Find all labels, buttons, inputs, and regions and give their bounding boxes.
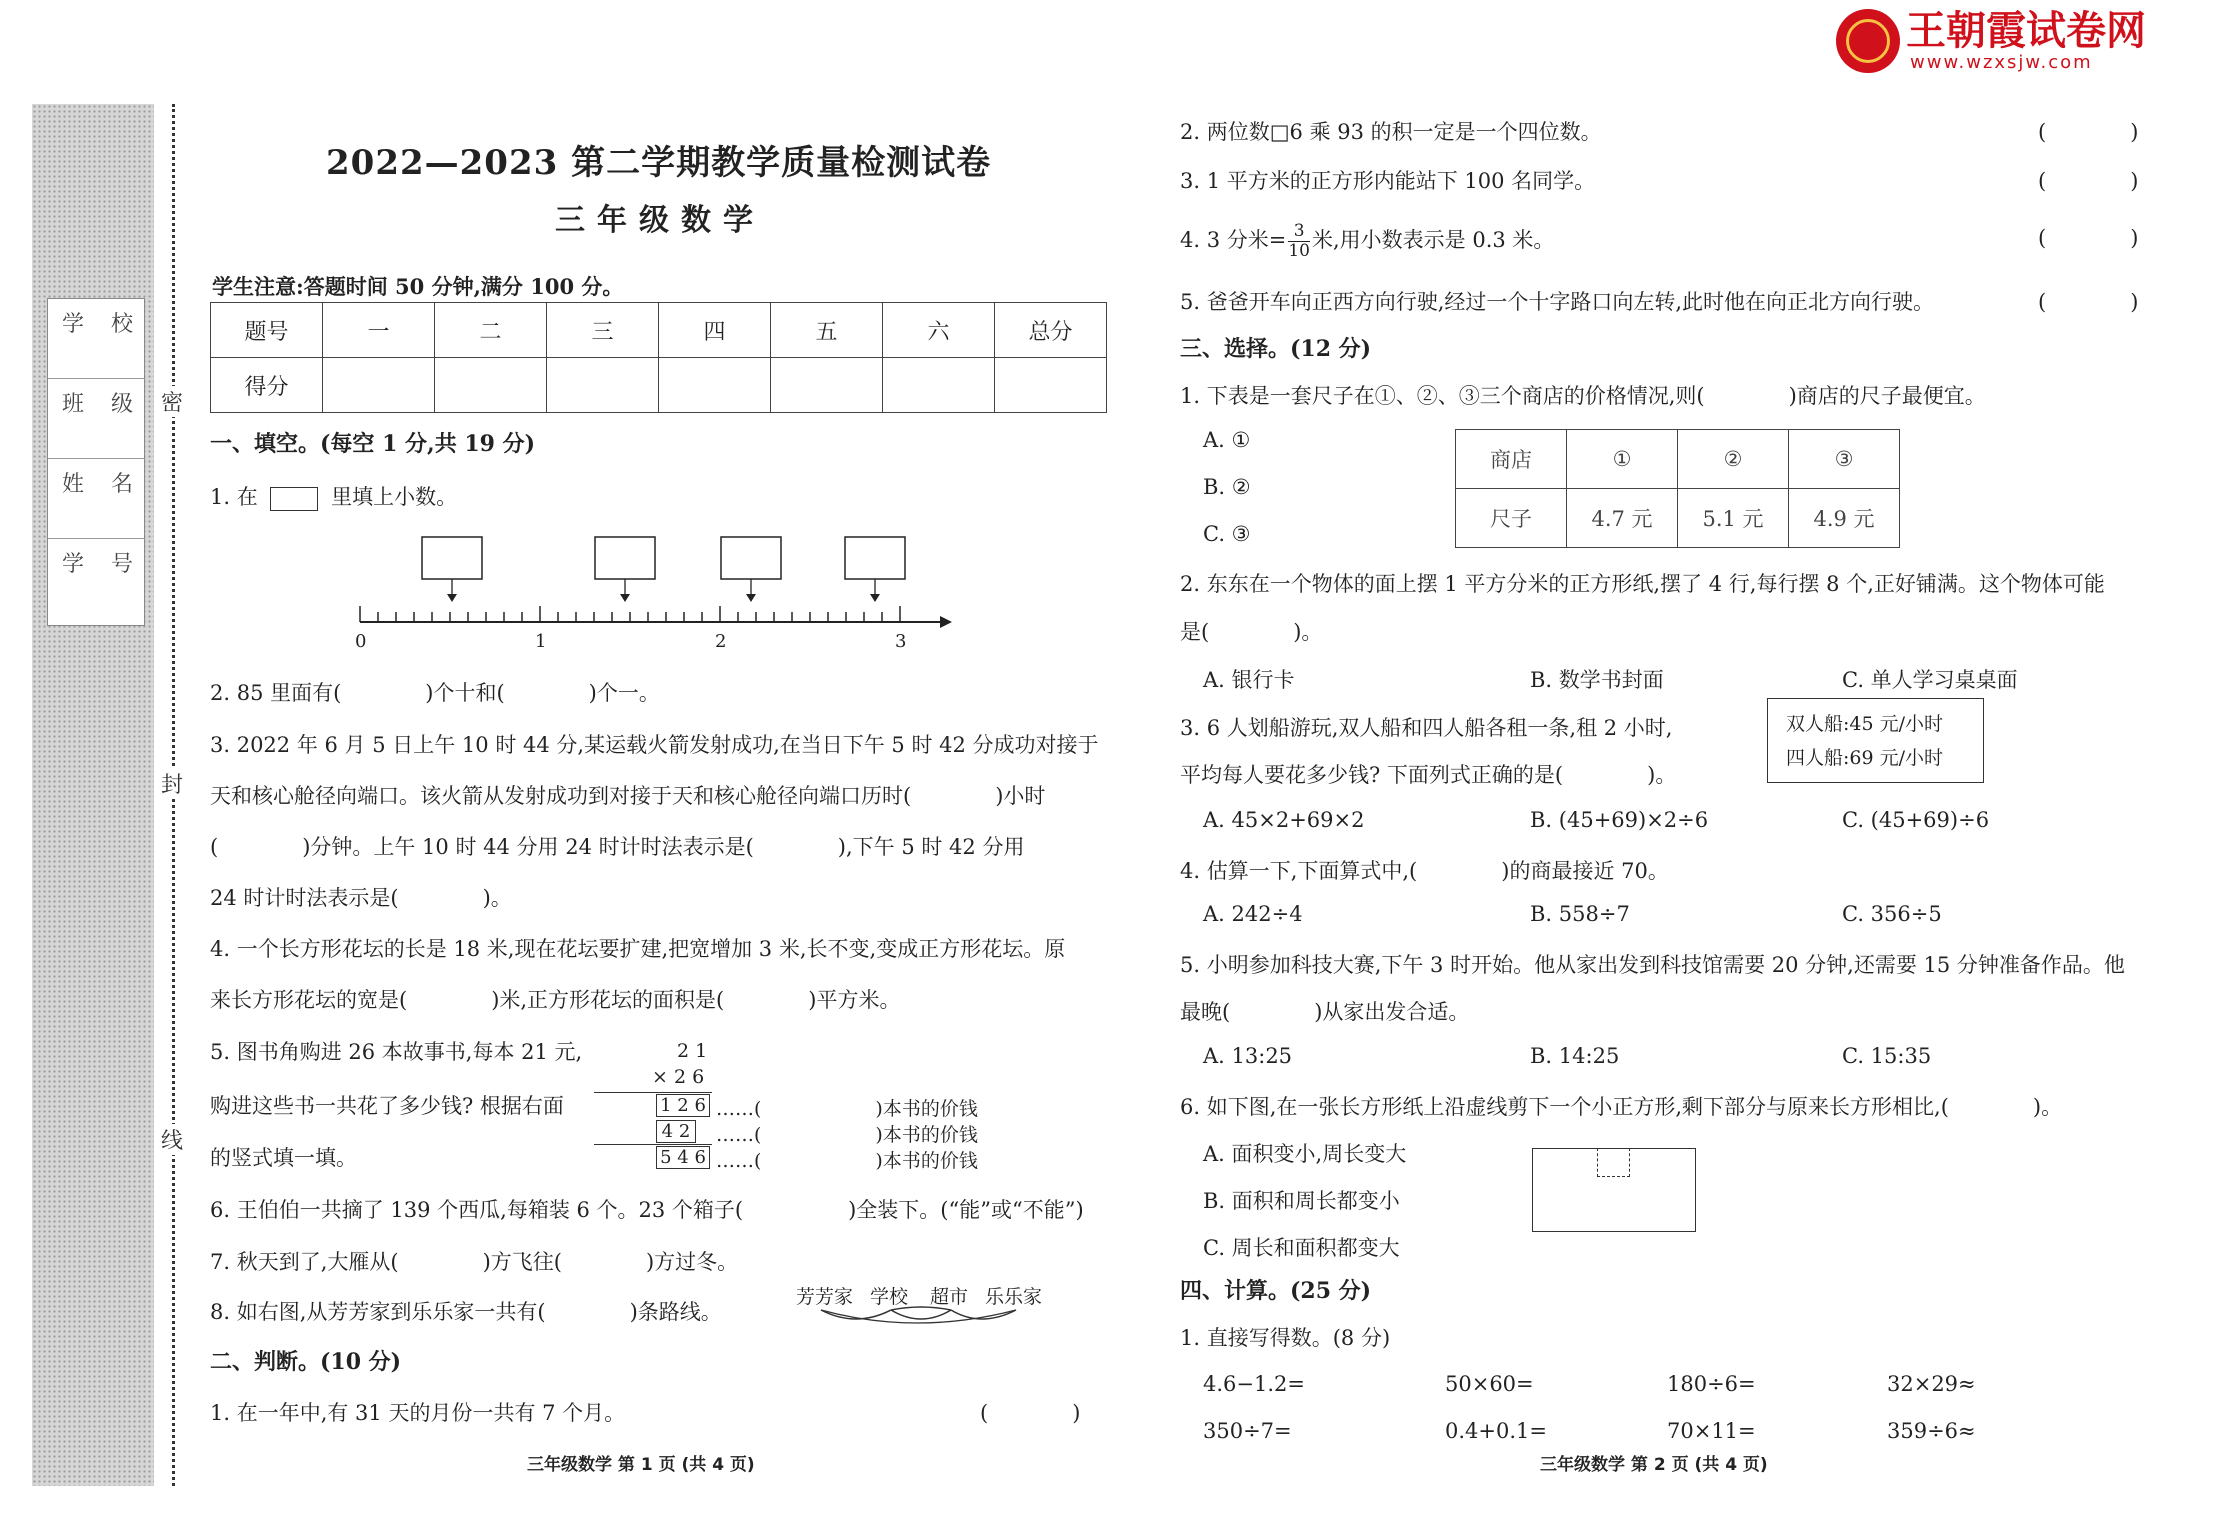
option[interactable]: B. ②: [1203, 475, 1251, 499]
calc-item: 0.4+0.1=: [1445, 1419, 1547, 1443]
choice-5-line: 5. 小明参加科技大赛,下午 3 时开始。他从家出发到科技馆需要 20 分钟,还需要 15 分钟准备作品。他: [1180, 953, 2125, 977]
calc-rule: [594, 1092, 712, 1093]
option[interactable]: C. ③: [1203, 522, 1251, 546]
exam-notice: 学生注意:答题时间 50 分钟,满分 100 分。: [212, 274, 624, 299]
section-heading-2: 二、判断。(10 分): [210, 1349, 402, 1375]
question-1-3-line: 24 时计时法表示是( )。: [210, 886, 512, 910]
section-heading-4: 四、计算。(25 分): [1180, 1278, 1372, 1304]
score-header: 五: [771, 303, 883, 358]
calc-item: 70×11=: [1667, 1419, 1756, 1443]
option[interactable]: C. 周长和面积都变大: [1203, 1236, 1400, 1260]
fraction-den: 10: [1288, 241, 1310, 261]
calc-item: 359÷6≈: [1887, 1419, 1976, 1443]
price-header: 商店: [1456, 430, 1567, 489]
score-header: 题号: [211, 303, 323, 358]
calc-item: 32×29≈: [1887, 1372, 1976, 1396]
choice-5-line: 最晚( )从家出发合适。: [1180, 1000, 1470, 1024]
question-1-5-line: 5. 图书角购进 26 本故事书,每本 21 元,: [210, 1040, 583, 1064]
option[interactable]: A. ①: [1203, 428, 1251, 452]
judge-4: [1180, 222, 1554, 261]
calc-row: 5 4 6: [656, 1146, 710, 1169]
info-field[interactable]: [48, 379, 144, 459]
choice-3-line: 平均每人要花多少钱? 下面列式正确的是( )。: [1180, 763, 1677, 787]
option[interactable]: C. 单人学习桌桌面: [1842, 668, 2018, 692]
boat-price: 双人船:45 元/小时: [1786, 713, 1944, 735]
q-text: 1. 在: [210, 485, 258, 509]
question-1-3-line: 3. 2022 年 6 月 5 日上午 10 时 44 分,某运载火箭发射成功,在当日下午 5 时 42 分成功对接于: [210, 733, 1099, 757]
fraction-num: 3: [1288, 222, 1310, 242]
score-cell[interactable]: [547, 358, 659, 413]
q-text: 4. 3 分米=: [1180, 228, 1287, 252]
option[interactable]: C. 15:35: [1842, 1044, 1932, 1068]
option[interactable]: C. 356÷5: [1842, 902, 1942, 926]
page-footer: 三年级数学 第 2 页 (共 4 页): [1540, 1455, 1768, 1475]
choice-1: 1. 下表是一套尺子在①、②、③三个商店的价格情况,则( )商店的尺子最便宜。: [1180, 384, 1986, 408]
answer-box[interactable]: [595, 537, 655, 579]
seal-char: 密: [161, 386, 183, 417]
calc-item: 4.6−1.2=: [1203, 1372, 1305, 1396]
question-1-4-line: 来长方形花坛的宽是( )米,正方形花坛的面积是( )平方米。: [210, 988, 901, 1012]
calc-rule: [594, 1144, 712, 1145]
answer-box-sample: [270, 487, 318, 511]
brand-seal-icon: [1836, 9, 1900, 73]
question-1-7: 7. 秋天到了,大雁从( )方飞往( )方过冬。: [210, 1250, 739, 1274]
brand-logo: [1836, 8, 2146, 74]
section-heading-1: 一、填空。(每空 1 分,共 19 分): [210, 431, 536, 457]
boat-price: 四人船:69 元/小时: [1786, 747, 1944, 769]
info-label-school: 学 校: [62, 312, 143, 337]
score-header: 二: [435, 303, 547, 358]
q-text: 里填上小数。: [331, 485, 458, 509]
calc-item: 350÷7=: [1203, 1419, 1292, 1443]
option[interactable]: B. 面积和周长都变小: [1203, 1189, 1400, 1213]
calc-item: 50×60=: [1445, 1372, 1534, 1396]
question-1-4-line: 4. 一个长方形花坛的长是 18 米,现在花坛要扩建,把宽增加 3 米,长不变,变成正方形花坛。原: [210, 937, 1066, 961]
price-header: ①: [1567, 430, 1678, 489]
choice-2-line: 2. 东东在一个物体的面上摆 1 平方分米的正方形纸,摆了 4 行,每行摆 8 个,正好铺满。这个物体可能: [1180, 572, 2105, 596]
info-field[interactable]: [48, 299, 144, 379]
student-info-box: [47, 298, 145, 626]
question-1-5-line: 购进这些书一共花了多少钱? 根据右面: [210, 1094, 564, 1118]
price-header: ②: [1678, 430, 1789, 489]
judge-answer[interactable]: ( ): [2038, 290, 2139, 314]
seal-char: 线: [161, 1124, 183, 1155]
place-label: 芳芳家: [796, 1286, 854, 1308]
judge-answer[interactable]: ( ): [2038, 169, 2139, 193]
question-1-8: 8. 如右图,从芳芳家到乐乐家一共有( )条路线。: [210, 1300, 722, 1324]
option[interactable]: A. 13:25: [1203, 1044, 1293, 1068]
answer-box[interactable]: [845, 537, 905, 579]
place-label: 超市: [930, 1286, 969, 1308]
answer-box[interactable]: [721, 537, 781, 579]
choice-6: 6. 如下图,在一张长方形纸上沿虚线剪下一个小正方形,剩下部分与原来长方形相比,( )。: [1180, 1095, 2063, 1119]
fraction: [1288, 222, 1310, 261]
option[interactable]: A. 面积变小,周长变大: [1203, 1142, 1407, 1166]
score-header: 六: [883, 303, 995, 358]
price-cell: 尺子: [1456, 489, 1567, 548]
option[interactable]: B. (45+69)×2÷6: [1530, 808, 1709, 832]
question-1-3-line: 天和核心舱径向端口。该火箭从发射成功到对接于天和核心舱径向端口历时( )小时: [210, 784, 1046, 808]
score-cell[interactable]: [771, 358, 883, 413]
option[interactable]: B. 数学书封面: [1530, 668, 1664, 692]
tick-label: 2: [715, 631, 727, 652]
judge-answer[interactable]: ( ): [2038, 120, 2139, 144]
price-cell: 5.1 元: [1678, 489, 1789, 548]
choice-2-line: 是( )。: [1180, 620, 1323, 644]
seal-char: 封: [161, 768, 183, 799]
calc-row: 4 2: [656, 1120, 696, 1143]
q-text: 米,用小数表示是 0.3 米。: [1311, 228, 1555, 252]
question-1-3-line: ( )分钟。上午 10 时 44 分用 24 时计时法表示是( ),下午 5 时 42 分用: [210, 835, 1025, 859]
cut-square: [1597, 1148, 1630, 1177]
place-label: 学校: [870, 1286, 909, 1308]
score-cell[interactable]: [995, 358, 1107, 413]
question-1-2: 2. 85 里面有( )个十和( )个一。: [210, 681, 660, 705]
judge-1: 1. 在一年中,有 31 天的月份一共有 7 个月。: [210, 1401, 626, 1425]
calc-multiplier: × 2 6: [652, 1066, 705, 1088]
score-cell[interactable]: [659, 358, 771, 413]
choice-3-line: 3. 6 人划船游玩,双人船和四人船各租一条,租 2 小时,: [1180, 716, 1673, 740]
score-header: 三: [547, 303, 659, 358]
option[interactable]: C. (45+69)÷6: [1842, 808, 1990, 832]
score-row-label: 得分: [211, 358, 323, 413]
score-header: 一: [323, 303, 435, 358]
section-heading-3: 三、选择。(12 分): [1180, 336, 1372, 362]
score-cell[interactable]: [435, 358, 547, 413]
judge-2: 2. 两位数□6 乘 93 的积一定是一个四位数。: [1180, 120, 1602, 144]
price-cell: 4.9 元: [1789, 489, 1900, 548]
option[interactable]: A. 银行卡: [1203, 668, 1295, 692]
calc-subheading: 1. 直接写得数。(8 分): [1180, 1326, 1391, 1350]
info-label-class: 班 级: [62, 392, 143, 417]
score-cell[interactable]: [323, 358, 435, 413]
price-header: ③: [1789, 430, 1900, 489]
calc-note: ……( )本书的价钱: [716, 1098, 978, 1120]
brand-name: 王朝霞试卷网: [1906, 7, 2146, 54]
info-label-id: 学 号: [62, 552, 143, 577]
calc-row: 1 2 6: [656, 1094, 710, 1117]
tick-label: 3: [895, 631, 907, 652]
exam-title: 2022—2023 第二学期教学质量检测试卷: [326, 143, 992, 183]
info-field[interactable]: [48, 459, 144, 539]
brand-url: www.wzxsjw.com: [1910, 51, 2093, 73]
question-1-6: 6. 王伯伯一共摘了 139 个西瓜,每箱装 6 个。23 个箱子( )全装下。(“能”或“不能”): [210, 1198, 1084, 1222]
place-label: 乐乐家: [985, 1286, 1043, 1308]
tick-label: 1: [535, 631, 547, 652]
price-cell: 4.7 元: [1567, 489, 1678, 548]
page-footer: 三年级数学 第 1 页 (共 4 页): [527, 1455, 755, 1475]
calc-note: ……( )本书的价钱: [716, 1150, 978, 1172]
exam-subtitle: 三年级数学: [555, 203, 765, 238]
option[interactable]: B. 14:25: [1530, 1044, 1620, 1068]
question-1-1: [210, 481, 457, 511]
number-line: [340, 532, 960, 652]
info-label-name: 姓 名: [62, 472, 143, 497]
price-table: [1455, 429, 1900, 548]
info-field[interactable]: [48, 539, 144, 619]
score-header: 四: [659, 303, 771, 358]
boat-price-box: [1767, 698, 1984, 783]
calc-note: ……( )本书的价钱: [716, 1124, 978, 1146]
option[interactable]: B. 558÷7: [1530, 902, 1630, 926]
calc-top: 2 1: [677, 1040, 708, 1062]
score-header: 总分: [995, 303, 1107, 358]
choice-4: 4. 估算一下,下面算式中,( )的商最接近 70。: [1180, 859, 1669, 883]
rectangle-figure: [1532, 1148, 1696, 1232]
calc-item: 180÷6=: [1667, 1372, 1756, 1396]
question-1-5-line: 的竖式填一填。: [210, 1146, 357, 1170]
score-cell[interactable]: [883, 358, 995, 413]
option[interactable]: A. 242÷4: [1203, 902, 1303, 926]
route-arcs: [816, 1306, 1036, 1332]
option[interactable]: A. 45×2+69×2: [1203, 808, 1365, 832]
judge-5: 5. 爸爸开车向正西方向行驶,经过一个十字路口向左转,此时他在向正北方向行驶。: [1180, 290, 1935, 314]
answer-box[interactable]: [422, 537, 482, 579]
score-table: [210, 302, 1107, 413]
judge-3: 3. 1 平方米的正方形内能站下 100 名同学。: [1180, 169, 1596, 193]
judge-answer[interactable]: ( ): [2038, 226, 2139, 250]
tick-label: 0: [355, 631, 367, 652]
judge-answer[interactable]: ( ): [980, 1401, 1081, 1425]
